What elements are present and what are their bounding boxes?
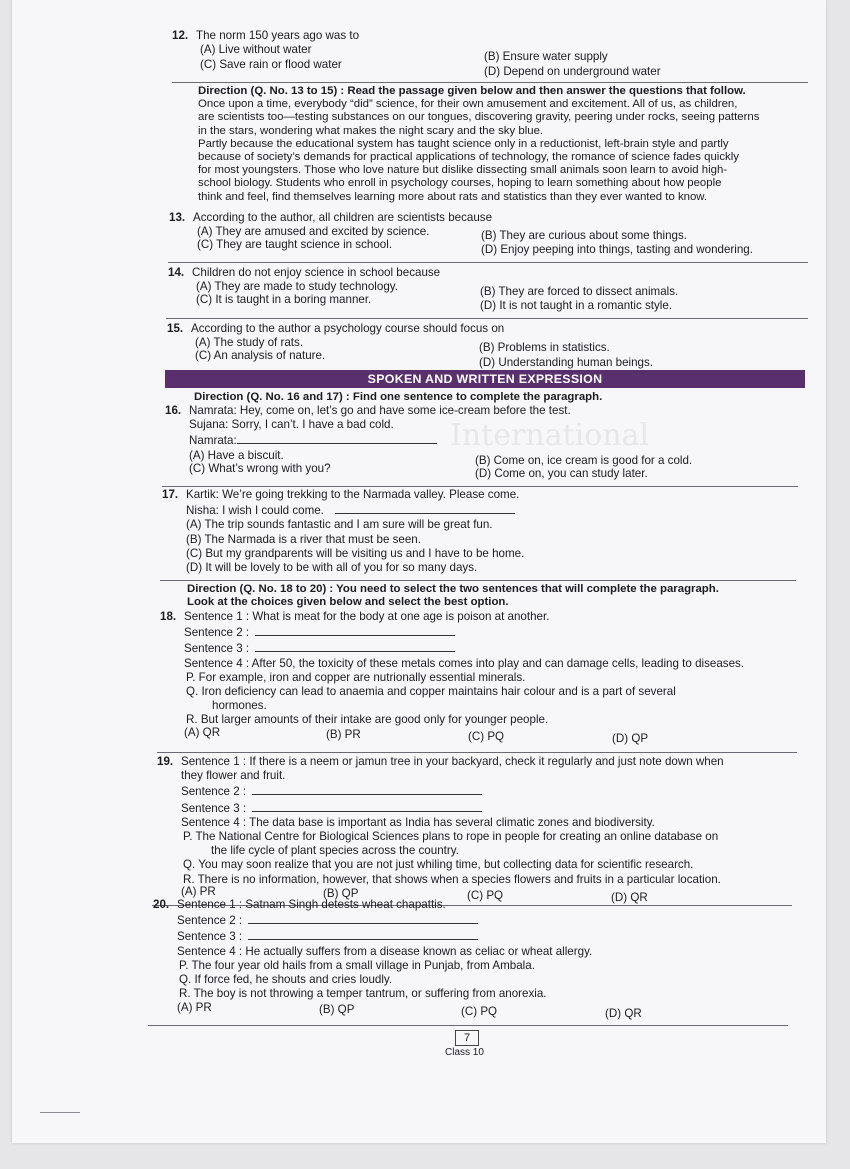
sentence-3-label: Sentence 3 : <box>184 642 250 656</box>
choice-q-cont: hormones. <box>212 699 267 713</box>
sentence-3-label: Sentence 3 : <box>181 801 247 815</box>
question-15 <box>167 322 807 370</box>
class-label: Class 10 <box>445 1047 484 1058</box>
divider <box>168 262 808 263</box>
question-number: 16. <box>165 404 182 417</box>
choice-r: R. But larger amounts of their intake are good only for younger people. <box>186 713 549 727</box>
question-number: 19. <box>157 755 174 768</box>
option-a[interactable]: (A) Have a biscuit. <box>189 448 284 462</box>
option-a[interactable]: (A) The trip sounds fantastic and I am sure will be great fun. <box>186 518 493 532</box>
question-16 <box>165 404 805 480</box>
question-number: 14. <box>168 266 185 279</box>
sentence-2-label: Sentence 2 : <box>181 785 247 799</box>
answer-blank[interactable] <box>335 502 515 514</box>
sentence-4: Sentence 4 : He actually suffers from a disease known as celiac or wheat allergy. <box>177 944 593 958</box>
option-a[interactable]: (A) They are amused and excited by science. <box>197 225 430 239</box>
answer-blank[interactable] <box>237 432 437 444</box>
watermark: International <box>450 418 650 453</box>
sentence-1: Sentence 1 : What is meat for the body at one age is poison at another. <box>184 610 550 623</box>
passage-line: Partly because the educational system has taught science only in a reductionist, left-brain style and partly <box>198 137 729 150</box>
question-number: 20. <box>153 898 170 911</box>
question-stem: The norm 150 years ago was to <box>196 29 360 42</box>
question-stem: According to the author a psychology course should focus on <box>191 322 505 335</box>
question-number: 12. <box>172 29 189 42</box>
option-d[interactable]: (D) Understanding human beings. <box>479 356 654 370</box>
passage-line: think and feel, find themselves learning more about rats and statistics than they ever wanted to know. <box>198 190 708 203</box>
option-d[interactable]: (D) Depend on underground water <box>484 65 661 79</box>
sentence-2-label: Sentence 2 : <box>177 914 243 928</box>
divider <box>160 580 796 581</box>
option-b[interactable]: (B) Problems in statistics. <box>479 341 610 355</box>
divider <box>162 486 798 487</box>
choice-r: R. The boy is not throwing a temper tantrum, or suffering from anorexia. <box>179 987 547 1001</box>
question-number: 13. <box>169 211 186 224</box>
question-14 <box>168 266 808 313</box>
answer-blank[interactable] <box>255 624 455 636</box>
passage-line: are scientists too—testing substances on our tongues, discovering gravity, peering under rocks, seeing patterns <box>198 111 760 124</box>
choice-p: P. The four year old hails from a small village in Punjab, from Ambala. <box>179 958 535 972</box>
option-d[interactable]: (D) QR <box>611 890 648 904</box>
question-12 <box>172 29 812 79</box>
option-c[interactable]: (C) It is taught in a boring manner. <box>196 293 372 307</box>
divider <box>166 318 808 319</box>
answer-blank[interactable] <box>252 800 482 812</box>
option-d[interactable]: (D) It will be lovely to be with all of you for so many days. <box>186 561 478 575</box>
question-number: 18. <box>160 610 177 623</box>
question-18 <box>160 610 805 743</box>
question-20 <box>153 898 798 1021</box>
answer-blank[interactable] <box>255 640 455 652</box>
option-d[interactable]: (D) Come on, you can study later. <box>475 466 648 480</box>
choice-q: Q. If force fed, he shouts and cries loudly. <box>179 973 393 987</box>
option-b[interactable]: (B) They are curious about some things. <box>481 229 687 243</box>
question-number: 17. <box>162 488 179 501</box>
passage-line: Once upon a time, everybody “did” science, for their own amusement and excitement. All of us, as children, <box>198 98 738 111</box>
question-13 <box>169 211 809 257</box>
sentence-3-label: Sentence 3 : <box>177 930 243 944</box>
option-c[interactable]: (C) What’s wrong with you? <box>189 461 331 475</box>
dialogue-line: Sujana: Sorry, I can’t. I have a bad cold. <box>189 418 394 432</box>
sentence-4: Sentence 4 : The data base is important as India has several climatic zones and biodiversity. <box>181 815 655 829</box>
sentence-1-cont: they flower and fruit. <box>181 769 286 783</box>
direction-16-17: Direction (Q. No. 16 and 17) : Find one sentence to complete the paragraph. <box>194 391 603 403</box>
option-b[interactable]: (B) QP <box>323 886 359 900</box>
option-b[interactable]: (B) Come on, ice cream is good for a cold. <box>475 453 693 467</box>
choice-p-cont: the life cycle of plant species across the country. <box>211 844 459 858</box>
passage-line: because of society’s demands for practical applications of technology, the romance of science fades quickly <box>198 151 739 164</box>
option-c[interactable]: (C) An analysis of nature. <box>195 349 326 363</box>
option-d[interactable]: (D) QP <box>612 731 649 745</box>
direction-line: Look at the choices given below and select the best option. <box>187 596 509 609</box>
option-b[interactable]: (B) QP <box>319 1003 355 1017</box>
choice-q: Q. Iron deficiency can lead to anaemia and copper maintains hair colour and is a part of several <box>186 685 676 699</box>
question-19 <box>157 755 802 902</box>
direction-line: Direction (Q. No. 18 to 20) : You need to select the two sentences that will complete the paragraph. <box>187 583 719 595</box>
option-b[interactable]: (B) Ensure water supply <box>484 50 608 64</box>
option-c[interactable]: (C) PQ <box>461 1005 498 1019</box>
divider <box>172 82 808 83</box>
option-c[interactable]: (C) Save rain or flood water <box>200 58 342 72</box>
fold-mark <box>40 1112 80 1113</box>
section-banner: SPOKEN AND WRITTEN EXPRESSION <box>165 370 805 388</box>
option-d[interactable]: (D) QR <box>605 1007 642 1021</box>
option-b[interactable]: (B) They are forced to dissect animals. <box>480 285 679 299</box>
dialogue-line: Namrata: <box>189 434 237 448</box>
sentence-1: Sentence 1 : Satnam Singh detests wheat chapattis. <box>177 898 446 911</box>
answer-blank[interactable] <box>248 912 478 924</box>
option-c[interactable]: (C) They are taught science in school. <box>197 238 393 252</box>
passage-line: school biology. Students who enroll in psychology courses, hoping to learn something about how people <box>198 177 722 190</box>
option-c[interactable]: (C) PQ <box>468 729 505 743</box>
page-number: 7 <box>455 1030 479 1046</box>
choice-p: P. For example, iron and copper are nutrionally essential minerals. <box>186 670 526 684</box>
passage-line: in the stars, wondering what makes the night scary and the sky blue. <box>198 124 544 137</box>
divider <box>148 1025 788 1026</box>
question-stem: According to the author, all children are scientists because <box>193 211 493 224</box>
option-a[interactable]: (A) Live without water <box>200 43 312 57</box>
dialogue-line: Nisha: I wish I could come. <box>186 504 324 518</box>
sentence-4: Sentence 4 : After 50, the toxicity of these metals comes into play and can damage cells, leading to diseases. <box>184 656 745 670</box>
option-b[interactable]: (B) PR <box>326 727 361 741</box>
option-a[interactable]: (A) The study of rats. <box>195 336 304 350</box>
option-d[interactable]: (D) It is not taught in a romantic style. <box>480 299 673 313</box>
passage-line: for most youngsters. Those who love nature but dislike dissecting small animals soon learn to avoid high- <box>198 164 728 177</box>
choice-q: Q. You may soon realize that you are not just whiling time, but collecting data for scientific research. <box>183 858 694 872</box>
question-17 <box>162 488 802 575</box>
question-stem: Children do not enjoy science in school because <box>192 266 441 279</box>
option-a[interactable]: (A) QR <box>184 725 221 739</box>
sentence-1: Sentence 1 : If there is a neem or jamun tree in your backyard, check it regularly and just note down when <box>181 755 724 768</box>
dialogue-line: Kartik: We’re going trekking to the Narmada valley. Please come. <box>186 488 520 501</box>
direction-heading: Direction (Q. No. 13 to 15) : Read the passage given below and then answer the questions that follow. <box>198 85 746 97</box>
direction-18-20 <box>187 583 802 609</box>
option-d[interactable]: (D) Enjoy peeping into things, tasting and wondering. <box>481 243 753 257</box>
option-a[interactable]: (A) PR <box>181 884 216 898</box>
divider <box>157 752 797 753</box>
option-a[interactable]: (A) PR <box>177 1001 212 1015</box>
option-c[interactable]: (C) But my grandparents will be visiting us and I have to be home. <box>186 546 525 560</box>
sentence-2-label: Sentence 2 : <box>184 626 250 640</box>
passage-13-15 <box>198 85 810 204</box>
option-c[interactable]: (C) PQ <box>467 888 504 902</box>
option-b[interactable]: (B) The Narmada is a river that must be seen. <box>186 532 421 546</box>
dialogue-line: Namrata: Hey, come on, let’s go and have some ice-cream before the test. <box>189 404 571 417</box>
answer-blank[interactable] <box>248 928 478 940</box>
answer-blank[interactable] <box>252 783 482 795</box>
choice-r: R. There is no information, however, that shows when a species flowers and fruits in a particular location. <box>183 872 721 886</box>
option-a[interactable]: (A) They are made to study technology. <box>196 280 398 294</box>
question-number: 15. <box>167 322 184 335</box>
choice-p: P. The National Centre for Biological Sciences plans to rope in people for creating an online database on <box>183 830 719 844</box>
